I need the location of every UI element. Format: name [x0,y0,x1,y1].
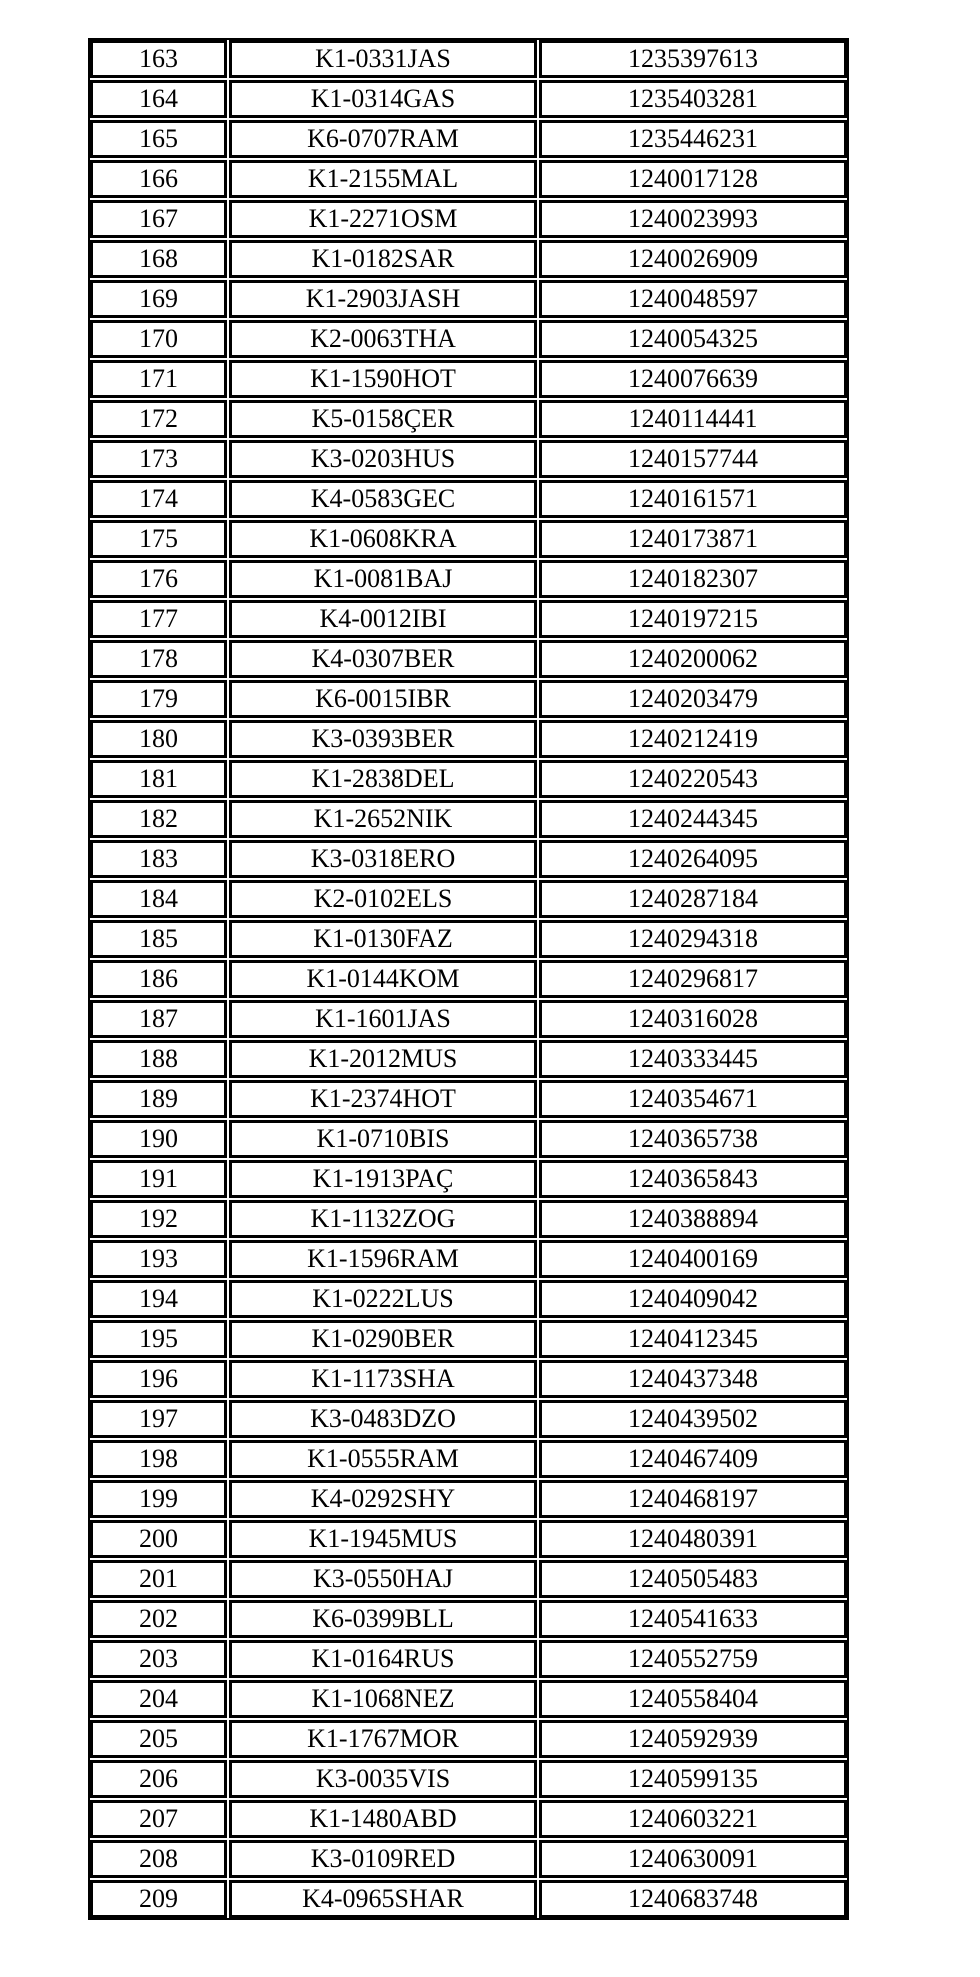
row-number-cell: 172 [90,400,227,438]
code-cell: K4-0012IBI [229,600,537,638]
row-number-cell: 207 [90,1800,227,1838]
id-number-cell: 1235403281 [539,80,847,118]
code-cell: K1-1945MUS [229,1520,537,1558]
row-number-cell: 188 [90,1040,227,1078]
row-number-cell: 192 [90,1200,227,1238]
id-number-cell: 1240296817 [539,960,847,998]
id-number-cell: 1240161571 [539,480,847,518]
id-number-cell: 1240552759 [539,1640,847,1678]
id-number-cell: 1240203479 [539,680,847,718]
code-cell: K6-0015IBR [229,680,537,718]
id-number-cell: 1240437348 [539,1360,847,1398]
code-cell: K1-1132ZOG [229,1200,537,1238]
table-row [90,720,847,758]
row-number-cell: 166 [90,160,227,198]
id-number-cell: 1240287184 [539,880,847,918]
code-cell: K1-2374HOT [229,1080,537,1118]
row-number-cell: 175 [90,520,227,558]
code-cell: K1-1596RAM [229,1240,537,1278]
table-row [90,1240,847,1278]
code-cell: K1-2652NIK [229,800,537,838]
table-row [90,1200,847,1238]
id-number-cell: 1240467409 [539,1440,847,1478]
code-cell: K3-0203HUS [229,440,537,478]
table-row [90,40,847,78]
row-number-cell: 197 [90,1400,227,1438]
row-number-cell: 182 [90,800,227,838]
row-number-cell: 186 [90,960,227,998]
table-row [90,680,847,718]
id-number-cell: 1240365738 [539,1120,847,1158]
code-cell: K1-2271OSM [229,200,537,238]
code-cell: K3-0035VIS [229,1760,537,1798]
id-number-cell: 1240294318 [539,920,847,958]
row-number-cell: 170 [90,320,227,358]
id-number-cell: 1240388894 [539,1200,847,1238]
id-number-cell: 1240354671 [539,1080,847,1118]
table-row [90,1320,847,1358]
table-row [90,400,847,438]
code-cell: K1-0290BER [229,1320,537,1358]
table-row [90,200,847,238]
code-cell: K4-0292SHY [229,1480,537,1518]
id-number-cell: 1240076639 [539,360,847,398]
row-number-cell: 163 [90,40,227,78]
id-number-cell: 1240182307 [539,560,847,598]
code-cell: K1-2903JASH [229,280,537,318]
row-number-cell: 200 [90,1520,227,1558]
table-row [90,600,847,638]
row-number-cell: 177 [90,600,227,638]
code-cell: K1-0164RUS [229,1640,537,1678]
row-number-cell: 173 [90,440,227,478]
row-number-cell: 198 [90,1440,227,1478]
code-cell: K4-0583GEC [229,480,537,518]
row-number-cell: 180 [90,720,227,758]
table-row [90,1600,847,1638]
table-row [90,360,847,398]
table-row [90,280,847,318]
row-number-cell: 174 [90,480,227,518]
code-cell: K3-0550HAJ [229,1560,537,1598]
code-cell: K1-0182SAR [229,240,537,278]
code-cell: K1-0555RAM [229,1440,537,1478]
code-cell: K1-0130FAZ [229,920,537,958]
id-number-cell: 1240114441 [539,400,847,438]
code-cell: K1-2838DEL [229,760,537,798]
id-number-cell: 1240157744 [539,440,847,478]
row-number-cell: 184 [90,880,227,918]
row-number-cell: 167 [90,200,227,238]
table-row [90,1560,847,1598]
table-row [90,1000,847,1038]
code-cell: K6-0399BLL [229,1600,537,1638]
row-number-cell: 206 [90,1760,227,1798]
table-row [90,960,847,998]
table-row [90,120,847,158]
code-cell: K1-2012MUS [229,1040,537,1078]
table-row [90,840,847,878]
table-row [90,440,847,478]
row-number-cell: 193 [90,1240,227,1278]
id-number-cell: 1240468197 [539,1480,847,1518]
id-number-cell: 1240212419 [539,720,847,758]
code-cell: K2-0102ELS [229,880,537,918]
id-number-cell: 1240197215 [539,600,847,638]
table-row [90,1840,847,1878]
code-cell: K4-0307BER [229,640,537,678]
table-row [90,640,847,678]
row-number-cell: 209 [90,1880,227,1918]
row-number-cell: 194 [90,1280,227,1318]
row-number-cell: 204 [90,1680,227,1718]
code-cell: K1-1767MOR [229,1720,537,1758]
id-number-cell: 1240592939 [539,1720,847,1758]
id-number-cell: 1235397613 [539,40,847,78]
code-cell: K5-0158ÇER [229,400,537,438]
id-number-cell: 1240054325 [539,320,847,358]
code-cell: K3-0483DZO [229,1400,537,1438]
code-cell: K1-1590HOT [229,360,537,398]
id-number-cell: 1240173871 [539,520,847,558]
row-number-cell: 168 [90,240,227,278]
id-number-cell: 1240603221 [539,1800,847,1838]
id-number-cell: 1240244345 [539,800,847,838]
id-number-cell: 1235446231 [539,120,847,158]
id-number-cell: 1240316028 [539,1000,847,1038]
table-row [90,240,847,278]
row-number-cell: 169 [90,280,227,318]
id-number-cell: 1240505483 [539,1560,847,1598]
row-number-cell: 187 [90,1000,227,1038]
row-number-cell: 181 [90,760,227,798]
id-number-cell: 1240400169 [539,1240,847,1278]
row-number-cell: 191 [90,1160,227,1198]
table-row [90,1720,847,1758]
row-number-cell: 201 [90,1560,227,1598]
row-number-cell: 205 [90,1720,227,1758]
id-number-cell: 1240220543 [539,760,847,798]
table-row [90,1520,847,1558]
row-number-cell: 164 [90,80,227,118]
table-row [90,520,847,558]
id-number-cell: 1240200062 [539,640,847,678]
id-number-cell: 1240026909 [539,240,847,278]
row-number-cell: 185 [90,920,227,958]
id-number-cell: 1240333445 [539,1040,847,1078]
row-number-cell: 199 [90,1480,227,1518]
table-row [90,1480,847,1518]
row-number-cell: 190 [90,1120,227,1158]
row-number-cell: 196 [90,1360,227,1398]
row-number-cell: 189 [90,1080,227,1118]
code-cell: K1-0710BIS [229,1120,537,1158]
table-row [90,1040,847,1078]
id-number-cell: 1240683748 [539,1880,847,1918]
row-number-cell: 178 [90,640,227,678]
code-cell: K1-1068NEZ [229,1680,537,1718]
table-row [90,760,847,798]
table-row [90,1640,847,1678]
row-number-cell: 203 [90,1640,227,1678]
table-row [90,1880,847,1918]
table-row [90,480,847,518]
records-table [88,38,849,1920]
code-cell: K1-0314GAS [229,80,537,118]
code-cell: K3-0393BER [229,720,537,758]
table-row [90,1760,847,1798]
table-row [90,920,847,958]
id-number-cell: 1240439502 [539,1400,847,1438]
id-number-cell: 1240412345 [539,1320,847,1358]
row-number-cell: 176 [90,560,227,598]
code-cell: K1-1480ABD [229,1800,537,1838]
id-number-cell: 1240017128 [539,160,847,198]
row-number-cell: 165 [90,120,227,158]
id-number-cell: 1240365843 [539,1160,847,1198]
id-number-cell: 1240023993 [539,200,847,238]
code-cell: K3-0109RED [229,1840,537,1878]
id-number-cell: 1240541633 [539,1600,847,1638]
code-cell: K2-0063THA [229,320,537,358]
table-row [90,80,847,118]
table-row [90,1280,847,1318]
table-row [90,800,847,838]
id-number-cell: 1240558404 [539,1680,847,1718]
id-number-cell: 1240264095 [539,840,847,878]
code-cell: K1-0608KRA [229,520,537,558]
table-row [90,1080,847,1118]
code-cell: K1-1173SHA [229,1360,537,1398]
row-number-cell: 208 [90,1840,227,1878]
code-cell: K6-0707RAM [229,120,537,158]
table-row [90,1120,847,1158]
table-row [90,1800,847,1838]
row-number-cell: 183 [90,840,227,878]
code-cell: K1-0222LUS [229,1280,537,1318]
table-row [90,1680,847,1718]
code-cell: K1-1601JAS [229,1000,537,1038]
code-cell: K1-2155MAL [229,160,537,198]
id-number-cell: 1240599135 [539,1760,847,1798]
row-number-cell: 179 [90,680,227,718]
code-cell: K1-0331JAS [229,40,537,78]
table-row [90,880,847,918]
table-row [90,320,847,358]
table-row [90,1160,847,1198]
code-cell: K3-0318ERO [229,840,537,878]
id-number-cell: 1240409042 [539,1280,847,1318]
table-row [90,1360,847,1398]
table-row [90,1400,847,1438]
id-number-cell: 1240630091 [539,1840,847,1878]
code-cell: K1-0081BAJ [229,560,537,598]
code-cell: K1-0144KOM [229,960,537,998]
id-number-cell: 1240480391 [539,1520,847,1558]
table-row [90,1440,847,1478]
code-cell: K4-0965SHAR [229,1880,537,1918]
row-number-cell: 171 [90,360,227,398]
row-number-cell: 195 [90,1320,227,1358]
table-row [90,560,847,598]
row-number-cell: 202 [90,1600,227,1638]
table-row [90,160,847,198]
code-cell: K1-1913PAÇ [229,1160,537,1198]
id-number-cell: 1240048597 [539,280,847,318]
